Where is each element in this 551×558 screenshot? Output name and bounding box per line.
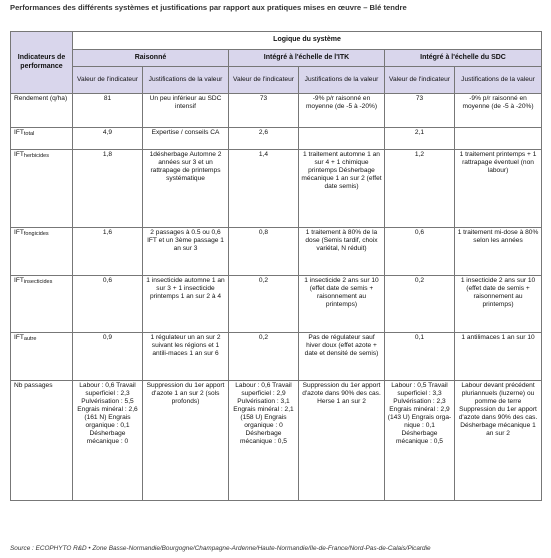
justification-cell: 1 traitement automne 1 an sur 4 + 1 chimique printemps Désherbage mécanique 1 an sur 2 (effet date semis) xyxy=(299,150,385,228)
value-cell: 73 xyxy=(229,94,299,128)
system-header-itk: Intégré à l'échelle de l'ITK xyxy=(229,50,385,67)
justification-cell: Suppression du 1er apport d'azote 1 an sur 2 (sols profonds) xyxy=(143,381,229,501)
table-row xyxy=(11,381,542,501)
value-cell: Labour : 0,5 Travail superficiel : 3,3 Pulvérisation : 2,3 Engrais minéral : 2,9 (143 U) Engrais orga-nique : 0,1 Désherbage mécanique : 0,5 xyxy=(385,381,455,501)
justification-header: Justifications de la valeur xyxy=(299,67,385,94)
value-header: Valeur de l'indicateur xyxy=(385,67,455,94)
indicator-name: IFT xyxy=(14,129,24,136)
table-row xyxy=(11,228,542,276)
value-cell: 2,1 xyxy=(385,128,455,150)
table-row xyxy=(11,94,542,128)
indicator-sub: autre xyxy=(23,336,37,342)
value-cell: 2,6 xyxy=(229,128,299,150)
system-header-raisonne: Raisonné xyxy=(73,50,229,67)
logic-header: Logique du système xyxy=(73,32,542,50)
value-cell: 1,2 xyxy=(385,150,455,228)
indicator-cell xyxy=(11,381,73,501)
indicator-name: Nb passages xyxy=(14,382,53,389)
value-cell: 73 xyxy=(385,94,455,128)
value-header: Valeur de l'indicateur xyxy=(229,67,299,94)
indicator-name: IFT xyxy=(14,334,24,341)
value-cell: 0,9 xyxy=(73,333,143,381)
value-cell: 0,6 xyxy=(73,276,143,333)
indicator-name: Rendement (q/ha) xyxy=(14,95,68,102)
justification-cell: 1 insecticide 2 ans sur 10 (effet date de semis + raisonnement au printemps) xyxy=(299,276,385,333)
justification-cell: 1 insecticide 2 ans sur 10 (effet date de semis + raisonnement au printemps) xyxy=(455,276,542,333)
value-cell: 0,1 xyxy=(385,333,455,381)
value-cell: 1,8 xyxy=(73,150,143,228)
value-cell: Labour : 0,6 Travail superficiel : 2,9 Pulvérisation : 3,1 Engrais minéral : 2,1 (158 U) Engrais organique : 0 Désherbage mécanique : 0,5 xyxy=(229,381,299,501)
table-row xyxy=(11,150,542,228)
justification-cell xyxy=(299,128,385,150)
justification-cell: Labour devant précédent pluriannuels (luzerne) ou pomme de terre Suppression du 1er apport d'azote dans 90% des cas. Désherbage mécanique 1 an sur 2 xyxy=(455,381,542,501)
value-cell: 0,6 xyxy=(385,228,455,276)
table-row xyxy=(11,333,542,381)
value-cell: 0,2 xyxy=(385,276,455,333)
justification-cell: 1 traitement mi-dose à 80% selon les années xyxy=(455,228,542,276)
system-header-sdc: Intégré à l'échelle du SDC xyxy=(385,50,542,67)
justification-cell: Un peu inférieur au SDC intensif xyxy=(143,94,229,128)
indicators-header: Indicateurs de performance xyxy=(11,32,73,94)
justification-cell: -9% p/r raisonné en moyenne (de -5 à -20%) xyxy=(455,94,542,128)
table-row xyxy=(11,276,542,333)
justification-header: Justifications de la valeur xyxy=(455,67,542,94)
justification-cell: Suppression du 1er apport d'azote dans 90% des cas. Herse 1 an sur 2 xyxy=(299,381,385,501)
indicator-cell xyxy=(11,333,73,381)
indicator-name: IFT xyxy=(14,277,24,284)
page-title: Performances des différents systèmes et justifications par rapport aux pratiques mises en œuvre – Blé tendre xyxy=(10,3,407,12)
value-header: Valeur de l'indicateur xyxy=(73,67,143,94)
justification-header: Justifications de la valeur xyxy=(143,67,229,94)
value-cell: 81 xyxy=(73,94,143,128)
justification-cell: Pas de régulateur sauf hiver doux (effet azote + date et densité de semis) xyxy=(299,333,385,381)
indicator-cell xyxy=(11,276,73,333)
justification-cell: 1désherbage Automne 2 années sur 3 et un rattrapage de printemps systématique xyxy=(143,150,229,228)
value-cell: Labour : 0,6 Travail superficiel : 2,3 Pulvérisation : 5,5 Engrais minéral : 2,6 (161 N) Engrais organique : 0,1 Désherbage mécanique : 0 xyxy=(73,381,143,501)
justification-cell: 1 traitement à 80% de la dose (Semis tardif, choix variétal, N réduit) xyxy=(299,228,385,276)
justification-cell: 1 régulateur un an sur 2 suivant les régions et 1 antili-maces 1 an sur 6 xyxy=(143,333,229,381)
justification-cell: 1 antilimaces 1 an sur 10 xyxy=(455,333,542,381)
justification-cell: 1 traitement printemps + 1 rattrapage éventuel (non labour) xyxy=(455,150,542,228)
justification-cell: Expertise / conseils CA xyxy=(143,128,229,150)
indicator-sub: insecticides xyxy=(23,279,53,285)
justification-cell: -9% p/r raisonné en moyenne (de -5 à -20%) xyxy=(299,94,385,128)
value-cell: 1,6 xyxy=(73,228,143,276)
value-cell: 0,2 xyxy=(229,333,299,381)
justification-cell: 1 insecticide automne 1 an sur 3 + 1 insecticide printemps 1 an sur 2 à 4 xyxy=(143,276,229,333)
value-cell: 0,8 xyxy=(229,228,299,276)
table-row xyxy=(11,128,542,150)
indicator-sub: fongicides xyxy=(23,231,49,237)
source-note: Source : ECOPHYTO R&D • Zone Basse-Normandie/Bourgogne/Champagne-Ardenne/Haute-Normandie/Ile-de-France/Nord-Pas-de-Calais/Picardie xyxy=(10,545,431,552)
indicator-cell xyxy=(11,150,73,228)
indicator-cell xyxy=(11,94,73,128)
indicator-name: IFT xyxy=(14,229,24,236)
justification-cell xyxy=(455,128,542,150)
value-cell: 0,2 xyxy=(229,276,299,333)
indicator-cell xyxy=(11,128,73,150)
indicator-name: IFT xyxy=(14,151,24,158)
performance-table xyxy=(10,31,542,501)
indicator-sub: total xyxy=(23,131,35,137)
indicator-sub: herbicides xyxy=(23,153,49,159)
value-cell: 4,9 xyxy=(73,128,143,150)
value-cell: 1,4 xyxy=(229,150,299,228)
indicator-cell xyxy=(11,228,73,276)
justification-cell: 2 passages à 0.5 ou 0,6 IFT et un 3ème passage 1 an sur 3 xyxy=(143,228,229,276)
